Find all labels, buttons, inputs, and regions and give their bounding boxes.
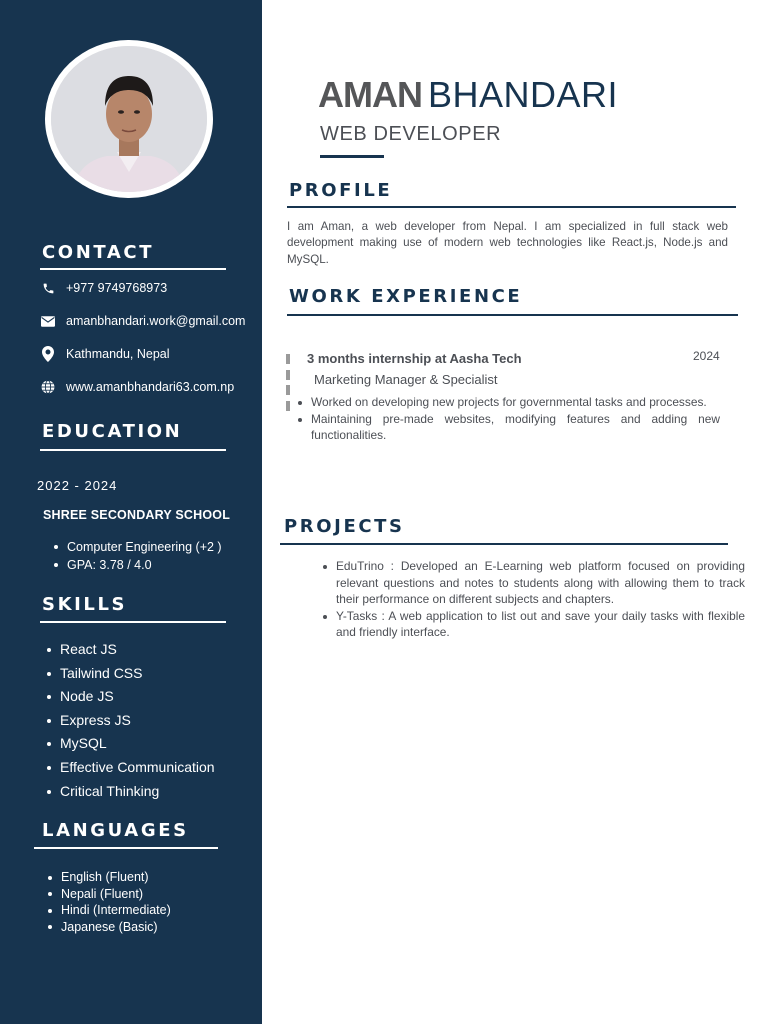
- contact-website-text: www.amanbhandari63.com.np: [66, 380, 235, 394]
- languages-heading: LANGUAGES: [42, 820, 189, 841]
- list-item: English (Fluent): [46, 869, 171, 886]
- work-heading: WORK EXPERIENCE: [289, 286, 523, 307]
- profile-summary: I am Aman, a web developer from Nepal. I am specialized in full stack web development making use of modern web technologies like React.js, Node.js and MySQL.: [287, 220, 728, 266]
- timeline-bar: [286, 354, 290, 416]
- first-name: AMAN: [318, 74, 422, 115]
- profile-photo: [51, 46, 207, 192]
- list-item: EduTrino : Developed an E-Learning web platform focused on providing relevant questions and notes to students along with allowing them to track their performance on different subjects and chapters.: [323, 558, 745, 608]
- contact-location: [40, 344, 170, 364]
- contact-phone[interactable]: [40, 278, 167, 298]
- list-item: Japanese (Basic): [46, 919, 171, 936]
- title-underline: [320, 155, 384, 158]
- list-item: Tailwind CSS: [45, 662, 215, 686]
- skills-heading: SKILLS: [42, 594, 128, 615]
- list-item: Effective Communication: [45, 756, 215, 780]
- contact-phone-text: +977 9749768973: [66, 281, 168, 295]
- skills-divider: [40, 621, 226, 623]
- list-item: Express JS: [45, 709, 215, 733]
- list-item: Hindi (Intermediate): [46, 902, 171, 919]
- email-icon: [40, 313, 56, 329]
- list-item: MySQL: [45, 732, 215, 756]
- last-name: BHANDARI: [427, 74, 619, 115]
- sidebar: [0, 0, 262, 1024]
- education-school: SHREE SECONDARY SCHOOL: [43, 508, 231, 522]
- work-duties-list: [298, 394, 720, 444]
- skills-list: [45, 638, 215, 803]
- list-item: Computer Engineering (+2 ): [52, 538, 222, 556]
- work-company: 3 months internship at Aasha Tech: [307, 351, 522, 366]
- candidate-name: [318, 74, 618, 116]
- phone-icon: [40, 280, 56, 296]
- contact-divider: [40, 268, 226, 270]
- languages-divider: [34, 847, 218, 849]
- list-item: Maintaining pre-made websites, modifying features and adding new functionalities.: [298, 411, 720, 444]
- education-years: 2022 - 2024: [37, 478, 118, 493]
- contact-heading: CONTACT: [42, 242, 155, 263]
- globe-icon: [40, 379, 56, 395]
- list-item: GPA: 3.78 / 4.0: [52, 556, 222, 574]
- job-title: WEB DEVELOPER: [320, 123, 502, 145]
- education-divider: [40, 449, 226, 451]
- list-item: Critical Thinking: [45, 780, 215, 804]
- education-list: [52, 538, 222, 574]
- projects-list: [323, 558, 745, 641]
- contact-email-text: amanbhandari.work@gmail.com: [66, 314, 246, 328]
- list-item: React JS: [45, 638, 215, 662]
- list-item: Worked on developing new projects for governmental tasks and processes.: [298, 394, 720, 411]
- list-item: Y-Tasks : A web application to list out and save your daily tasks with flexible and friendly interface.: [323, 608, 745, 641]
- work-role: Marketing Manager & Specialist: [314, 372, 498, 387]
- list-item: Nepali (Fluent): [46, 886, 171, 903]
- profile-heading: PROFILE: [289, 180, 393, 201]
- education-heading: EDUCATION: [42, 421, 183, 442]
- list-item: Node JS: [45, 685, 215, 709]
- location-icon: [40, 346, 56, 362]
- work-year: 2024: [693, 349, 720, 363]
- profile-photo-frame: [45, 40, 213, 198]
- projects-divider: [280, 543, 728, 545]
- person-illustration: [51, 46, 207, 192]
- projects-heading: PROJECTS: [284, 516, 405, 537]
- languages-list: [46, 869, 171, 935]
- contact-email[interactable]: [40, 311, 245, 331]
- contact-location-text: Kathmandu, Nepal: [66, 347, 170, 361]
- profile-divider: [287, 206, 736, 208]
- contact-website[interactable]: [40, 377, 234, 397]
- work-divider: [287, 314, 738, 316]
